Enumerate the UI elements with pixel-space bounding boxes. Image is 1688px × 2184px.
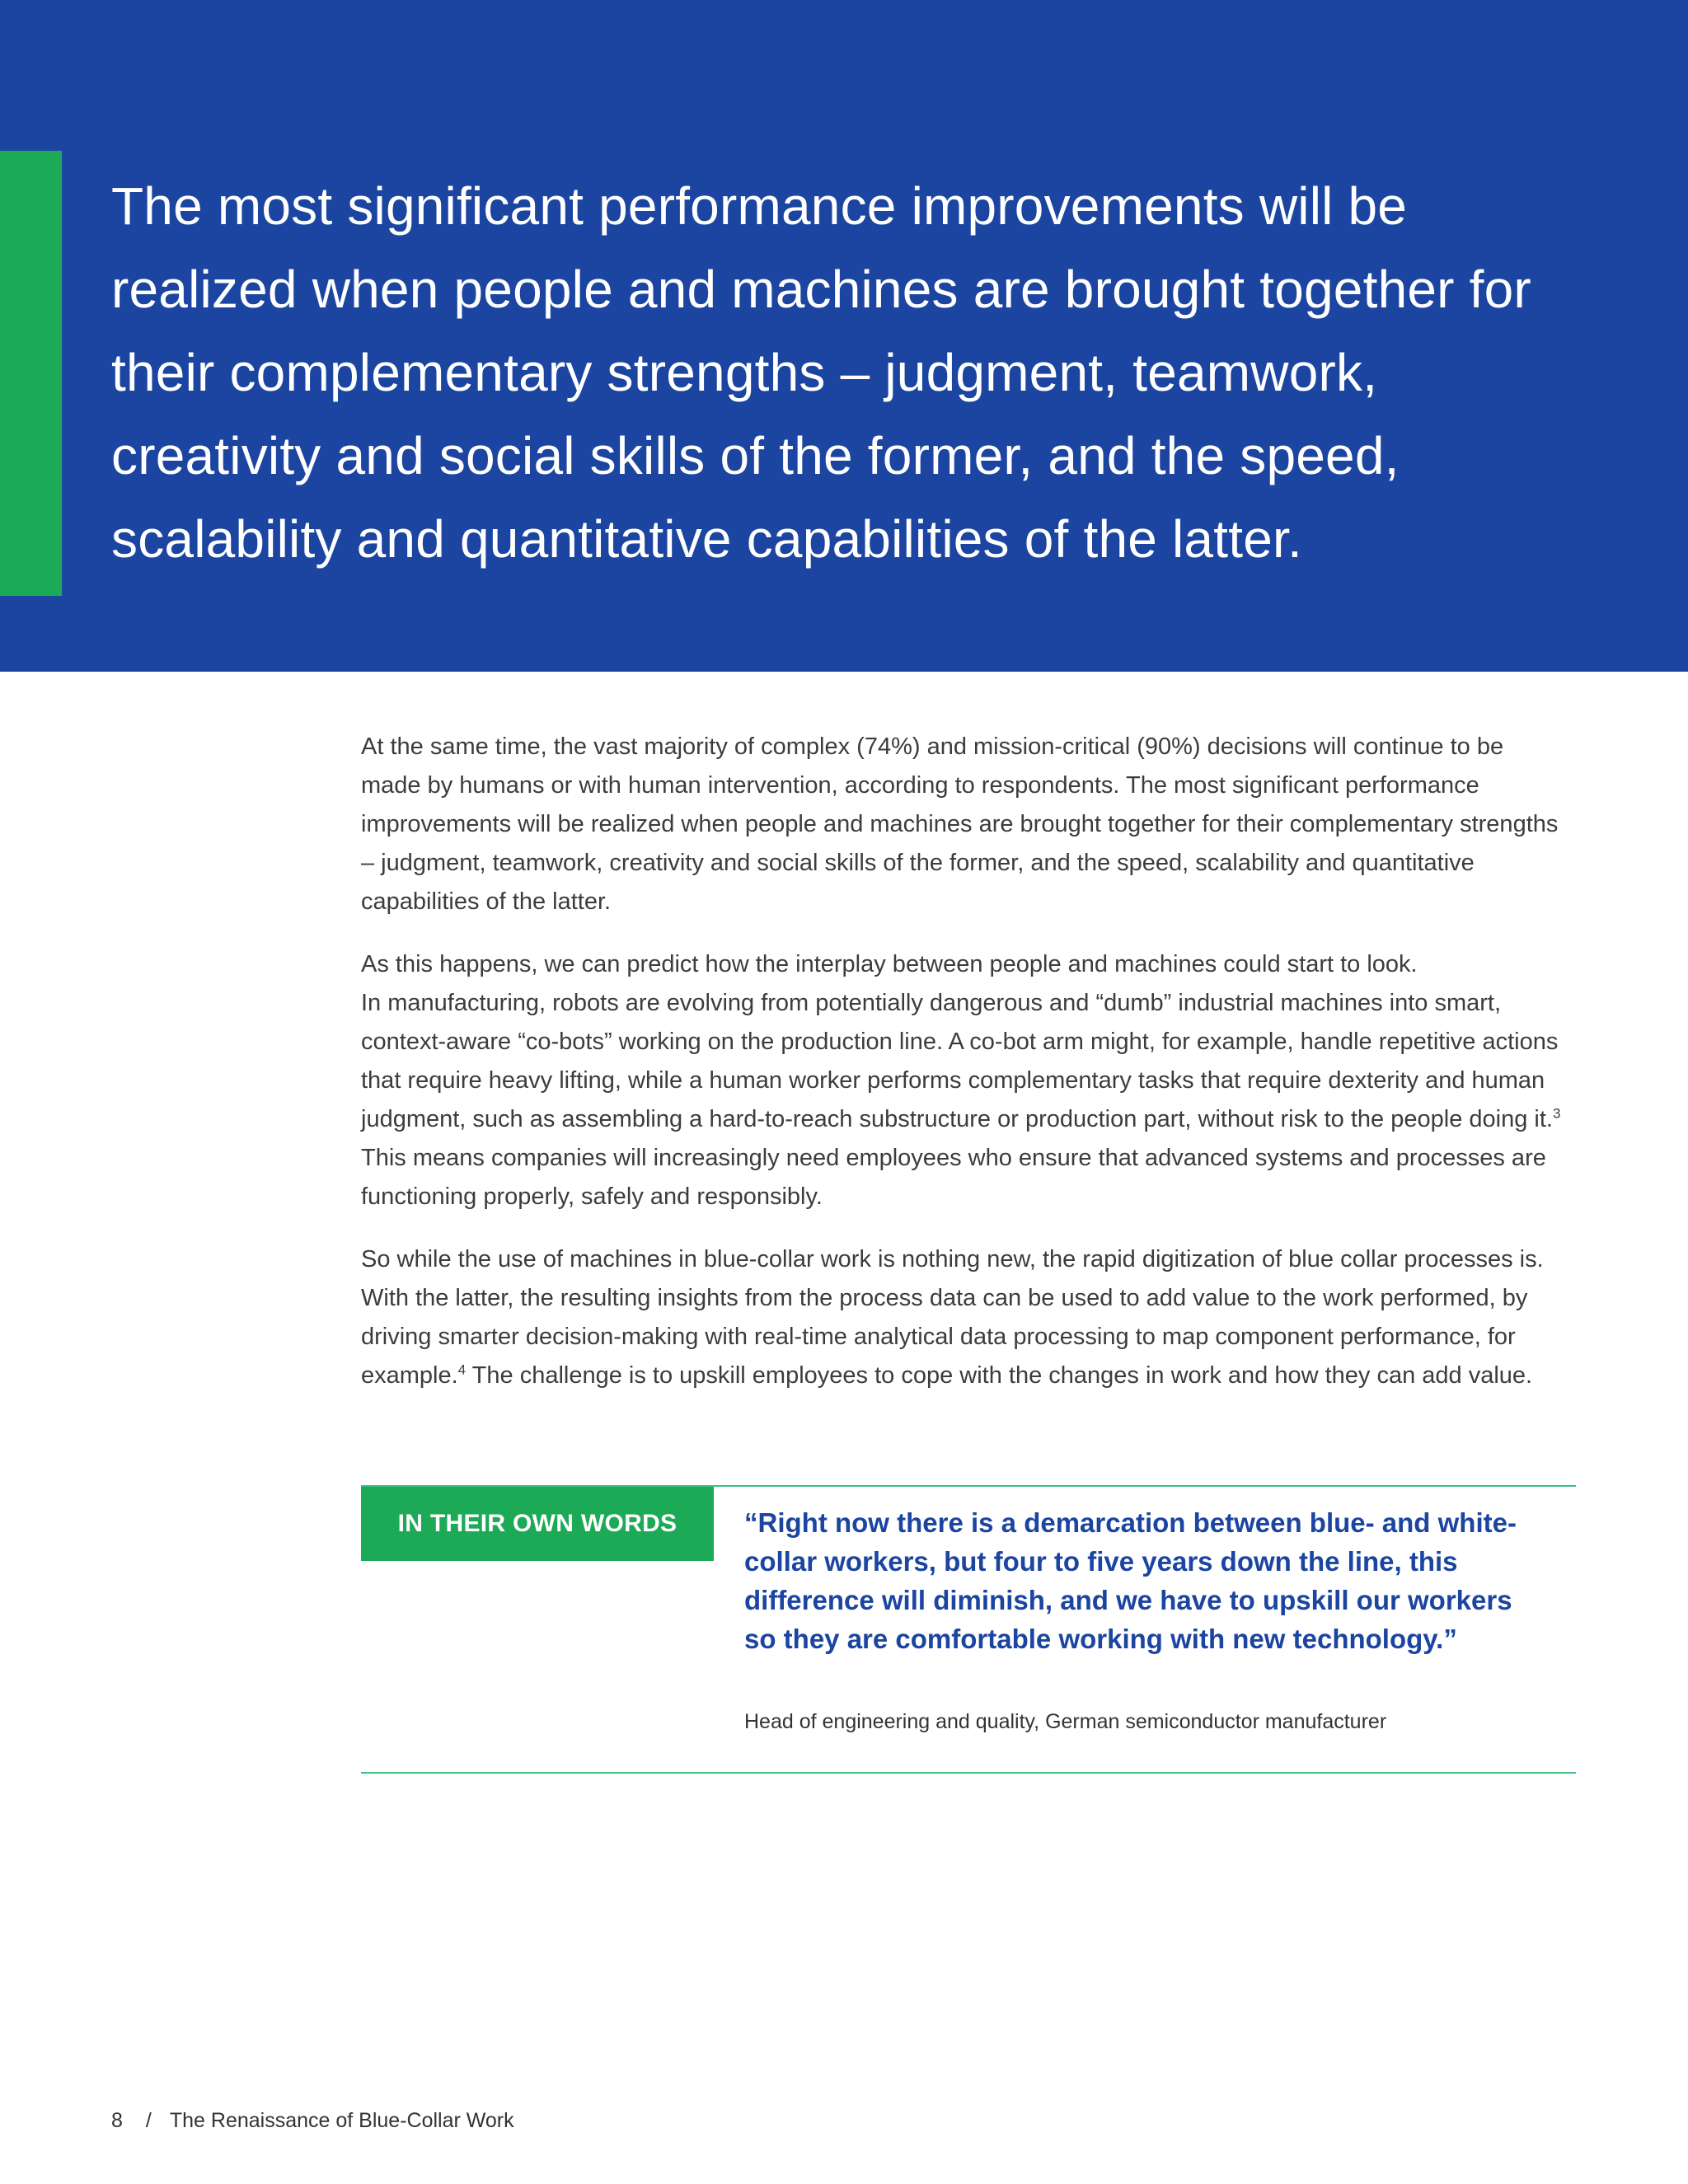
body-paragraph-1: At the same time, the vast majority of complex (74%) and mission-critical (90%) decisions will continue to be made by humans or with human intervention, according to respondents. The most significant performance improvements will be realized when people and machines are brought together for their complementary strengths – judgment, teamwork, creativity and social skills of the former, and the speed, scalability and quantitative capabilities of the latter. bbox=[361, 733, 1559, 915]
hero-accent-bar bbox=[0, 151, 62, 596]
footnote-ref-4[interactable]: 4 bbox=[457, 1361, 467, 1378]
body-paragraph-2 bbox=[361, 945, 1564, 1216]
paragraph-2-text: In manufacturing, robots are evolving from potentially dangerous and “dumb” industrial machines into smart, context-aware “co-bots” working on the production line. A co-bot arm might, for example, handle repetitive actions that require heavy lifting, while a human worker performs complementary tasks that require dexterity and human judgment, such as assembling a hard-to-reach substructure or production part, without risk to the people doing it. bbox=[361, 990, 1559, 1132]
hero-banner bbox=[0, 0, 1688, 672]
paragraph-2-text-end: This means companies will increasingly need employees who ensure that advanced systems and processes are functioning properly, safely and responsibly. bbox=[361, 1145, 1546, 1210]
paragraph-3-text: So while the use of machines in blue-collar work is nothing new, the rapid digitization of blue collar processes is. With the latter, the resulting insights from the process data can be used to add value to the work performed, by driving smarter decision-making with real-time analytical data processing to map component performance, for example. bbox=[361, 1246, 1544, 1389]
footnote-ref-3[interactable]: 3 bbox=[1552, 1105, 1561, 1122]
callout-tag: IN THEIR OWN WORDS bbox=[361, 1487, 714, 1561]
in-their-own-words-callout bbox=[361, 1485, 1576, 1774]
document-title: The Renaissance of Blue-Collar Work bbox=[169, 2109, 514, 2132]
paragraph-2-intro: As this happens, we can predict how the interplay between people and machines could start to look. bbox=[361, 951, 1418, 977]
body-text bbox=[361, 728, 1564, 1419]
footer-separator: / bbox=[145, 2109, 152, 2132]
page-number: 8 bbox=[111, 2109, 123, 2132]
hero-pull-quote: The most significant performance improvements will be realized when people and machines are brought together for their complementary strengths – judgment, teamwork, creativity and social skills of the former, and the speed, scalability and quantitative capabilities of the latter. bbox=[111, 176, 1531, 569]
callout-quote: “Right now there is a demarcation between blue- and white-collar workers, but four to five years down the line, this difference will diminish, and we have to upskill our workers so they are comfortable working with new technology.” bbox=[744, 1507, 1517, 1654]
body-paragraph-3 bbox=[361, 1240, 1564, 1395]
paragraph-3-text-end: The challenge is to upskill employees to cope with the changes in work and how they can add value. bbox=[466, 1362, 1533, 1389]
page-footer bbox=[111, 2107, 514, 2134]
callout-attribution: Head of engineering and quality, German semiconductor manufacturer bbox=[744, 1710, 1387, 1733]
